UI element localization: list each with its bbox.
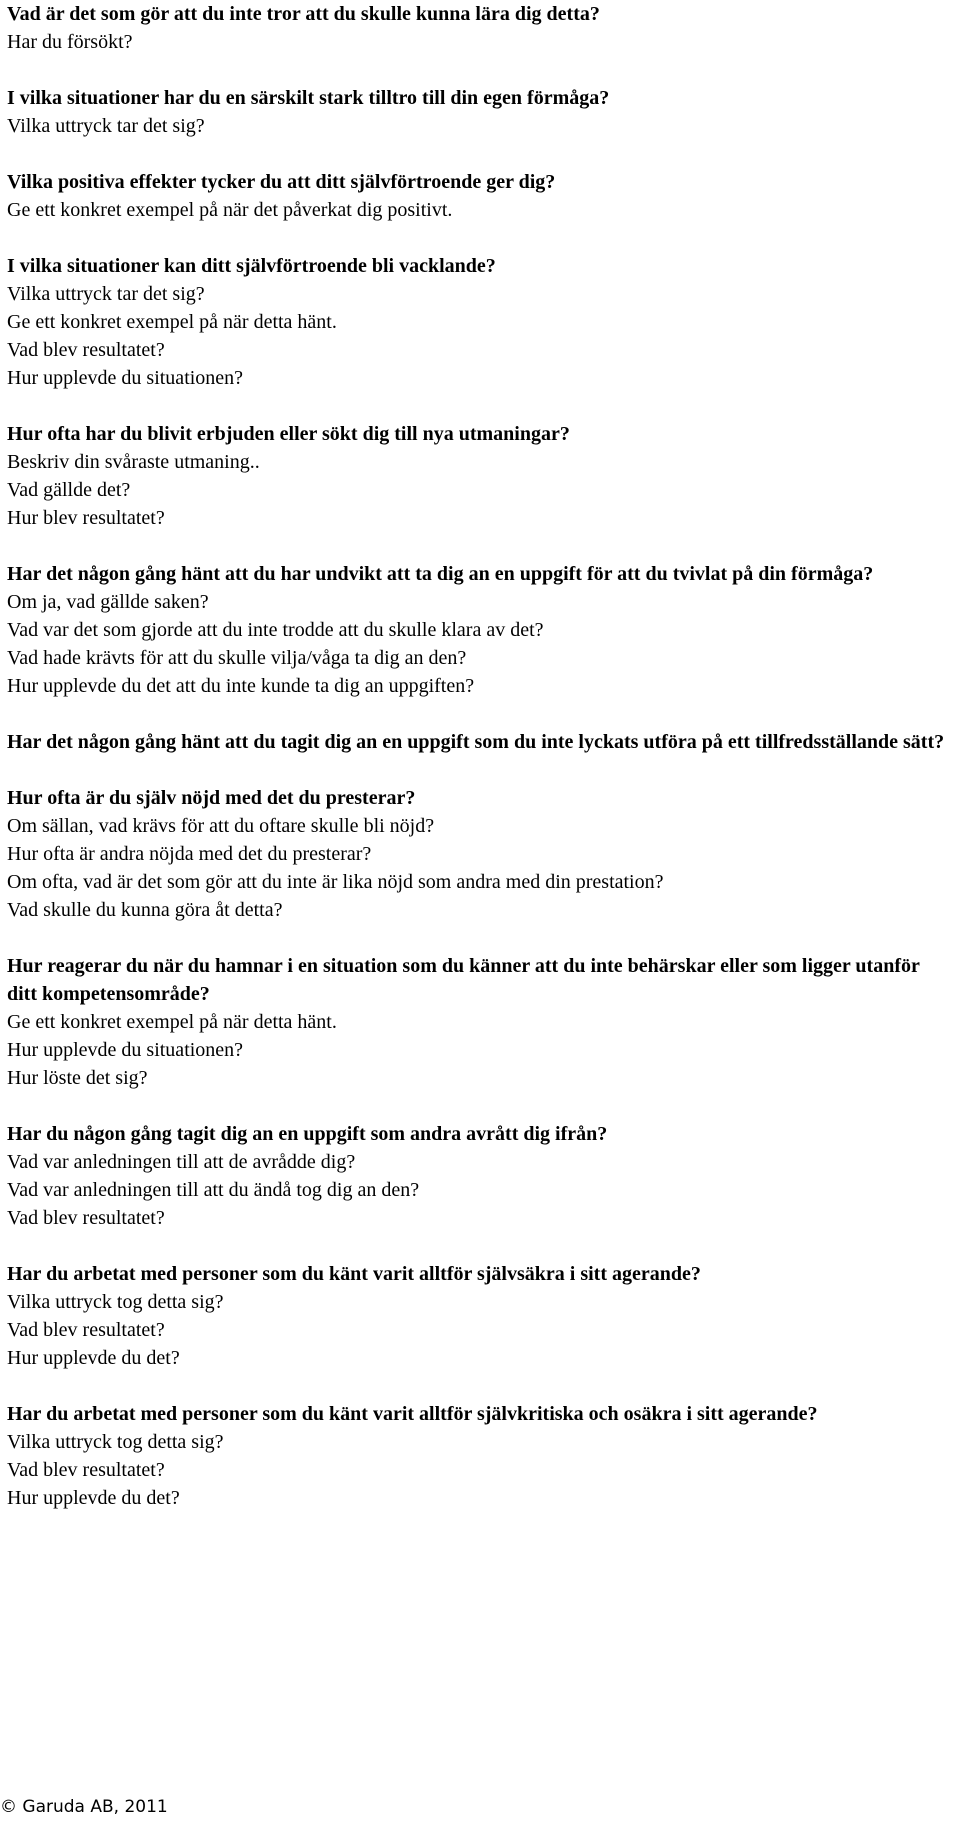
sub-question: Hur upplevde du situationen? bbox=[7, 1039, 244, 1061]
sub-question: Hur blev resultatet? bbox=[7, 507, 165, 529]
question-heading: Vilka positiva effekter tycker du att ditt självförtroende ger dig? bbox=[7, 171, 556, 193]
sub-question: Vad blev resultatet? bbox=[7, 1459, 165, 1481]
sub-question: Hur upplevde du det att du inte kunde ta dig an uppgiften? bbox=[7, 675, 475, 697]
question-heading: I vilka situationer kan ditt självförtroende bli vacklande? bbox=[7, 255, 496, 277]
question-block bbox=[7, 952, 952, 1092]
question-block bbox=[7, 0, 952, 56]
question-block bbox=[7, 560, 952, 700]
sub-question: Vad skulle du kunna göra åt detta? bbox=[7, 899, 283, 921]
sub-question: Om ofta, vad är det som gör att du inte är lika nöjd som andra med din prestation? bbox=[7, 871, 664, 893]
question-block bbox=[7, 420, 952, 532]
sub-question: Vad blev resultatet? bbox=[7, 1207, 165, 1229]
sub-question: Vad var det som gjorde att du inte trodde att du skulle klara av det? bbox=[7, 619, 544, 641]
sub-question: Har du försökt? bbox=[7, 31, 133, 53]
question-block bbox=[7, 728, 952, 756]
sub-question: Beskriv din svåraste utmaning.. bbox=[7, 451, 260, 473]
sub-question: Vad gällde det? bbox=[7, 479, 131, 501]
question-block bbox=[7, 1120, 952, 1232]
question-heading: Har du arbetat med personer som du känt varit alltför självkritiska och osäkra i sitt agerande? bbox=[7, 1403, 818, 1425]
sub-question: Ge ett konkret exempel på när detta hänt. bbox=[7, 1011, 337, 1033]
question-heading: Har det någon gång hänt att du har undvikt att ta dig an en uppgift för att du tvivlat på din förmåga? bbox=[7, 563, 874, 585]
sub-question: Vad hade krävts för att du skulle vilja/våga ta dig an den? bbox=[7, 647, 467, 669]
question-block bbox=[7, 1260, 952, 1372]
sub-question: Hur ofta är andra nöjda med det du presterar? bbox=[7, 843, 372, 865]
sub-question: Om sällan, vad krävs för att du oftare skulle bli nöjd? bbox=[7, 815, 435, 837]
sub-question: Vad blev resultatet? bbox=[7, 1319, 165, 1341]
question-heading: Har du någon gång tagit dig an en uppgift som andra avrått dig ifrån? bbox=[7, 1123, 608, 1145]
sub-question: Vilka uttryck tog detta sig? bbox=[7, 1431, 224, 1453]
sub-question: Vad var anledningen till att du ändå tog dig an den? bbox=[7, 1179, 420, 1201]
question-heading: Hur reagerar du när du hamnar i en situation som du känner att du inte behärskar eller som ligger utanför ditt kompetensområde? bbox=[7, 955, 920, 1005]
sub-question: Ge ett konkret exempel på när det påverkat dig positivt. bbox=[7, 199, 453, 221]
sub-question: Hur löste det sig? bbox=[7, 1067, 148, 1089]
sub-question: Vad var anledningen till att de avrådde dig? bbox=[7, 1151, 356, 1173]
question-block bbox=[7, 784, 952, 924]
question-heading: Hur ofta är du själv nöjd med det du presterar? bbox=[7, 787, 416, 809]
sub-question: Hur upplevde du situationen? bbox=[7, 367, 244, 389]
question-heading: I vilka situationer har du en särskilt stark tilltro till din egen förmåga? bbox=[7, 87, 610, 109]
sub-question: Ge ett konkret exempel på när detta hänt. bbox=[7, 311, 337, 333]
document-page bbox=[7, 0, 952, 1540]
question-block bbox=[7, 168, 952, 224]
sub-question: Hur upplevde du det? bbox=[7, 1347, 180, 1369]
question-heading: Vad är det som gör att du inte tror att du skulle kunna lära dig detta? bbox=[7, 3, 600, 25]
question-block bbox=[7, 252, 952, 392]
sub-question: Vilka uttryck tar det sig? bbox=[7, 283, 205, 305]
copyright-footer: © Garuda AB, 2011 bbox=[0, 1797, 168, 1817]
question-heading: Hur ofta har du blivit erbjuden eller sökt dig till nya utmaningar? bbox=[7, 423, 570, 445]
sub-question: Vilka uttryck tog detta sig? bbox=[7, 1291, 224, 1313]
question-block bbox=[7, 1400, 952, 1512]
sub-question: Vad blev resultatet? bbox=[7, 339, 165, 361]
sub-question: Hur upplevde du det? bbox=[7, 1487, 180, 1509]
question-heading: Har det någon gång hänt att du tagit dig an en uppgift som du inte lyckats utföra på ett tillfredsställande sätt? bbox=[7, 731, 945, 753]
question-heading: Har du arbetat med personer som du känt varit alltför självsäkra i sitt agerande? bbox=[7, 1263, 701, 1285]
sub-question: Vilka uttryck tar det sig? bbox=[7, 115, 205, 137]
sub-question: Om ja, vad gällde saken? bbox=[7, 591, 209, 613]
question-block bbox=[7, 84, 952, 140]
